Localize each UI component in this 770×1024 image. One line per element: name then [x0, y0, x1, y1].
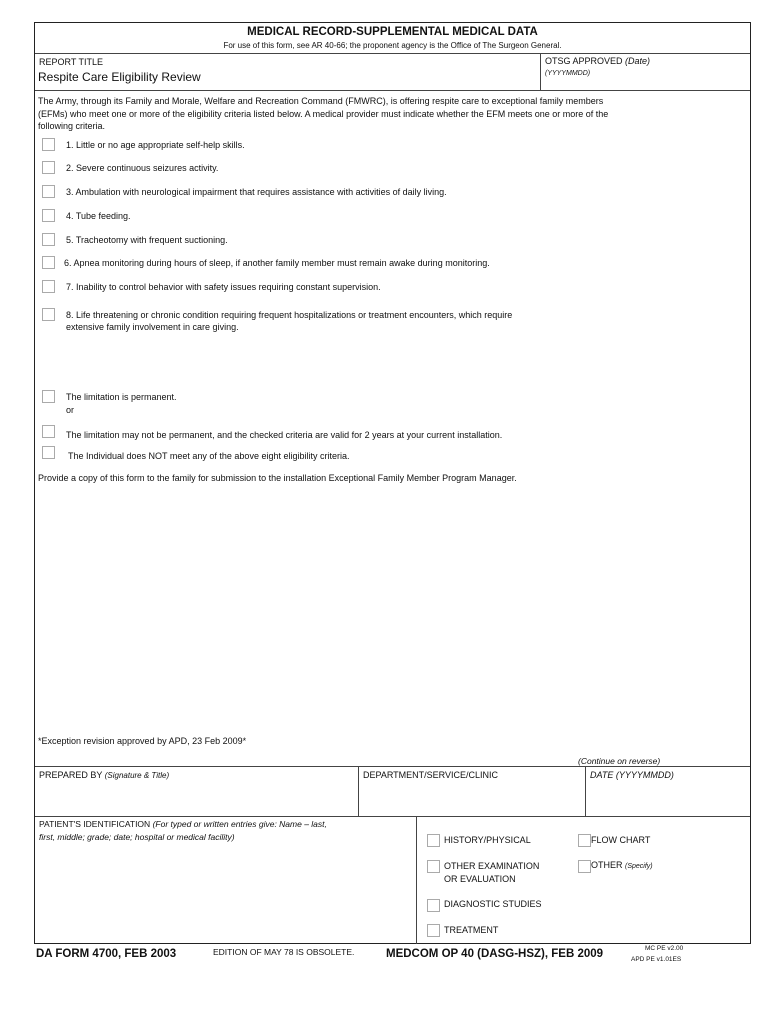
form-number: DA FORM 4700, FEB 2003 — [36, 948, 177, 960]
temporary-checkbox[interactable] — [42, 425, 55, 438]
criteria-5-checkbox[interactable] — [42, 233, 55, 246]
criteria-7-label: 7. Inability to control behavior with safety issues requiring constant supervision. — [66, 282, 381, 292]
department-label: DEPARTMENT/SERVICE/CLINIC — [363, 770, 499, 780]
other-hint: (Specify) — [625, 863, 653, 870]
criteria-7-checkbox[interactable] — [42, 280, 55, 293]
report-title-label: REPORT TITLE — [39, 57, 104, 67]
criteria-8-checkbox[interactable] — [42, 308, 55, 321]
criteria-5-label: 5. Tracheotomy with frequent suctioning. — [66, 235, 228, 245]
prepared-by-label: PREPARED BY — [39, 770, 103, 780]
form-title: MEDICAL RECORD-SUPPLEMENTAL MEDICAL DATA — [247, 26, 538, 38]
flow-chart-label: FLOW CHART — [591, 835, 651, 845]
not-meet-checkbox[interactable] — [42, 446, 55, 459]
other-exam-checkbox[interactable] — [427, 860, 440, 873]
form-subtitle: For use of this form, see AR 40-66; the proponent agency is the Office of The Surgeon General. — [223, 41, 562, 50]
flow-chart-checkbox[interactable] — [578, 834, 591, 847]
criteria-2-label: 2. Severe continuous seizures activity. — [66, 163, 219, 173]
otsg-hint: (Date) — [625, 56, 651, 66]
criteria-2-checkbox[interactable] — [42, 161, 55, 174]
treatment-checkbox[interactable] — [427, 924, 440, 937]
other-exam-label: OTHER EXAMINATION OR EVALUATION — [444, 861, 540, 884]
treatment-label: TREATMENT — [444, 925, 499, 935]
criteria-8-cont: extensive family involvement in care giving. — [66, 322, 239, 332]
edition-note: EDITION OF MAY 78 IS OBSOLETE. — [213, 947, 355, 957]
report-title-field[interactable]: Respite Care Eligibility Review — [38, 70, 201, 84]
exception-note: *Exception revision approved by APD, 23 Feb 2009* — [38, 736, 247, 746]
criteria-1-checkbox[interactable] — [42, 138, 55, 151]
criteria-6-label: 6. Apnea monitoring during hours of sleep, if another family member must remain awake during monitoring. — [64, 258, 490, 268]
or-label: or — [66, 405, 75, 415]
patient-id-field[interactable] — [36, 845, 414, 943]
patient-id-label: PATIENT'S IDENTIFICATION (For typed or written entries give: Name – last, first, middle; grade; date; hospital or medical facility) — [39, 819, 327, 842]
diagnostic-label: DIAGNOSTIC STUDIES — [444, 899, 542, 909]
criteria-6-checkbox[interactable] — [42, 256, 55, 269]
prepared-by-field[interactable] — [36, 782, 356, 815]
diagnostic-checkbox[interactable] — [427, 899, 440, 912]
criteria-3-label: 3. Ambulation with neurological impairment that requires assistance with activities of daily living. — [66, 187, 447, 197]
medcom-number: MEDCOM OP 40 (DASG-HSZ), FEB 2009 — [386, 948, 604, 960]
prepared-by-hint: (Signature & Title) — [104, 771, 170, 780]
not-meet-label: The Individual does NOT meet any of the above eight eligibility criteria. — [68, 451, 350, 461]
criteria-1-label: 1. Little or no age appropriate self-help skills. — [66, 140, 245, 150]
date-label: DATE (YYYYMMDD) — [590, 770, 674, 780]
history-checkbox[interactable] — [427, 834, 440, 847]
other-checkbox[interactable] — [578, 860, 591, 873]
otsg-date-field[interactable]: (YYYYMMDD) — [545, 70, 591, 77]
criteria-8-label: 8. Life threatening or chronic condition requiring frequent hospitalizations or treatment encounters, which require — [66, 310, 513, 320]
permanent-label: The limitation is permanent. — [66, 392, 177, 402]
criteria-4-label: 4. Tube feeding. — [66, 211, 131, 221]
criteria-3-checkbox[interactable] — [42, 185, 55, 198]
other-label: OTHER — [591, 860, 623, 870]
version-2: APD PE v1.01ES — [631, 956, 682, 963]
intro-text: The Army, through its Family and Morale, Welfare and Recreation Command (FMWRC), is offering respite care to exceptional family members (EFMs) who meet one or more of the eligibility criteria listed below. A medical provider must indicate whether the EFM meets one or more of the following criteria. — [38, 96, 609, 131]
otsg-label: OTSG APPROVED — [545, 56, 623, 66]
history-label: HISTORY/PHYSICAL — [444, 835, 531, 845]
version-1: MC PE v2.00 — [645, 945, 684, 952]
continue-note: (Continue on reverse) — [578, 756, 661, 766]
permanent-checkbox[interactable] — [42, 390, 55, 403]
temporary-label: The limitation may not be permanent, and the checked criteria are valid for 2 years at your current installation. — [66, 430, 503, 440]
criteria-4-checkbox[interactable] — [42, 209, 55, 222]
provide-text: Provide a copy of this form to the family for submission to the installation Exceptional Family Member Program Manager. — [38, 473, 517, 483]
